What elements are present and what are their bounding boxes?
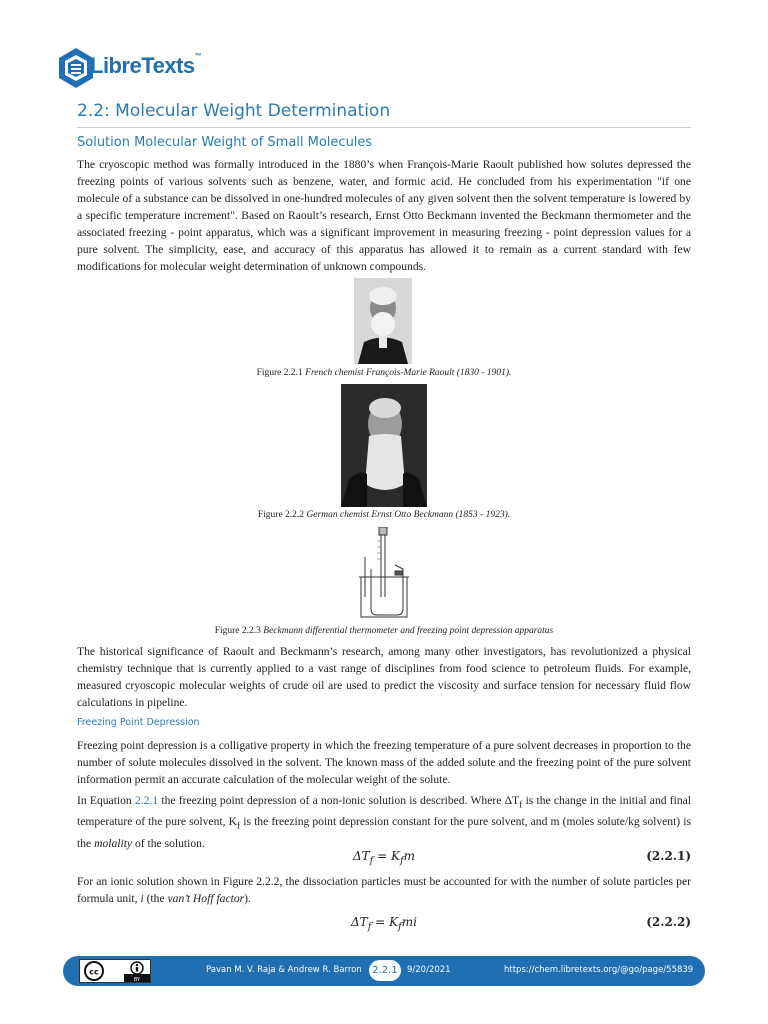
equation-link[interactable]: 2.2.1 (134, 794, 159, 807)
figure-caption-3: Figure 2.2.3 Beckmann differential thermometer and freezing point depression apparatus (214, 626, 554, 636)
footer-date: 9/20/2021 (407, 965, 451, 975)
footer-authors: Pavan M. V. Raja & Andrew R. Barron (206, 965, 362, 975)
page-footer (63, 956, 705, 986)
svg-text:BY: BY (133, 977, 141, 983)
beckmann-apparatus-diagram (357, 527, 411, 620)
svg-text:cc: cc (89, 967, 99, 977)
figure-caption-2: Figure 2.2.2 German chemist Ernst Otto Beckmann (1853 - 1923). (257, 510, 511, 520)
footer-url-link[interactable]: https://chem.libretexts.org/@go/page/55839 (504, 965, 694, 975)
section-title: Solution Molecular Weight of Small Molecules (77, 135, 373, 150)
equation-2: $\Delta T_f = K_fmi$ (2.2.2) (351, 915, 691, 933)
equation-1: $\Delta T_f = K_fm$ (2.2.1) (352, 849, 691, 867)
paragraph-history: The historical significance of Raoult and Beckmann’s research, among many other investigators, has revolutionized a physical chemistry technique that is currently applied to a vast range of disciplines from food science to petroleum fluids. For example, measured cryoscopic molecular weights of crude oil are used to predict the viscosity and surface tension for necessary fluid flow calculations in pipeline. (77, 645, 691, 709)
cc-by-license-icon[interactable] (79, 959, 151, 983)
subheading-freezing-point: Freezing Point Depression (77, 717, 200, 728)
footer-page-number: 2.2.1 (369, 960, 401, 981)
paragraph-intro: The cryoscopic method was formally introduced in the 1880’s when François-Marie Raoult published how solutes depressed the freezing points of various solvents such as benzene, water, and formic acid. He concluded from his experimentation "if one molecule of a substance can be dissolved in one-hundred molecules of any given solvent then the solvent temperature is lowered by a specific temperature increment". Based on Raoult’s research, Ernst Otto Beckmann invented the Beckmann thermometer and the associated freezing - point apparatus, which was a significant improvement in measuring freezing - point depression values for a pure solvent. The simplicity, ease, and accuracy of this apparatus has allowed it to remain as a current standard with few modifications for molecular weight determination of unknown compounds. (77, 158, 691, 273)
raoult-portrait-image (354, 278, 412, 364)
brand-name[interactable]: LibreTexts™ (90, 53, 202, 78)
page-title: 2.2: Molecular Weight Determination (77, 101, 691, 128)
paragraph-ionic: For an ionic solution shown in Figure 2.2.2, the dissociation particles must be accounted for with the number of solute particles per formula unit, i (the van’t Hoff factor). (77, 875, 691, 905)
paragraph-colligative: Freezing point depression is a colligative property in which the freezing temperature of a pure solvent decreases in proportion to the number of solute molecules dissolved in the solvent. The known mass of the added solute and the freezing point of the pure solvent information permit an accurate calculation of the molecular weight of the solute. (77, 739, 691, 786)
paragraph-equation-intro: In Equation 2.2.1 the freezing point depression of a non-ionic solution is described. Where $\Delta T_f$ is the change in the initial and final temperature of the pure solvent, $K_f$ is the freezing point depression constant for the pure solvent, and m (moles solute/kg solvent) is the molality of the solution. (77, 794, 692, 850)
figure-caption-1: Figure 2.2.1 French chemist François-Marie Raoult (1830 - 1901). (256, 368, 512, 378)
beckmann-portrait-image (341, 384, 427, 507)
